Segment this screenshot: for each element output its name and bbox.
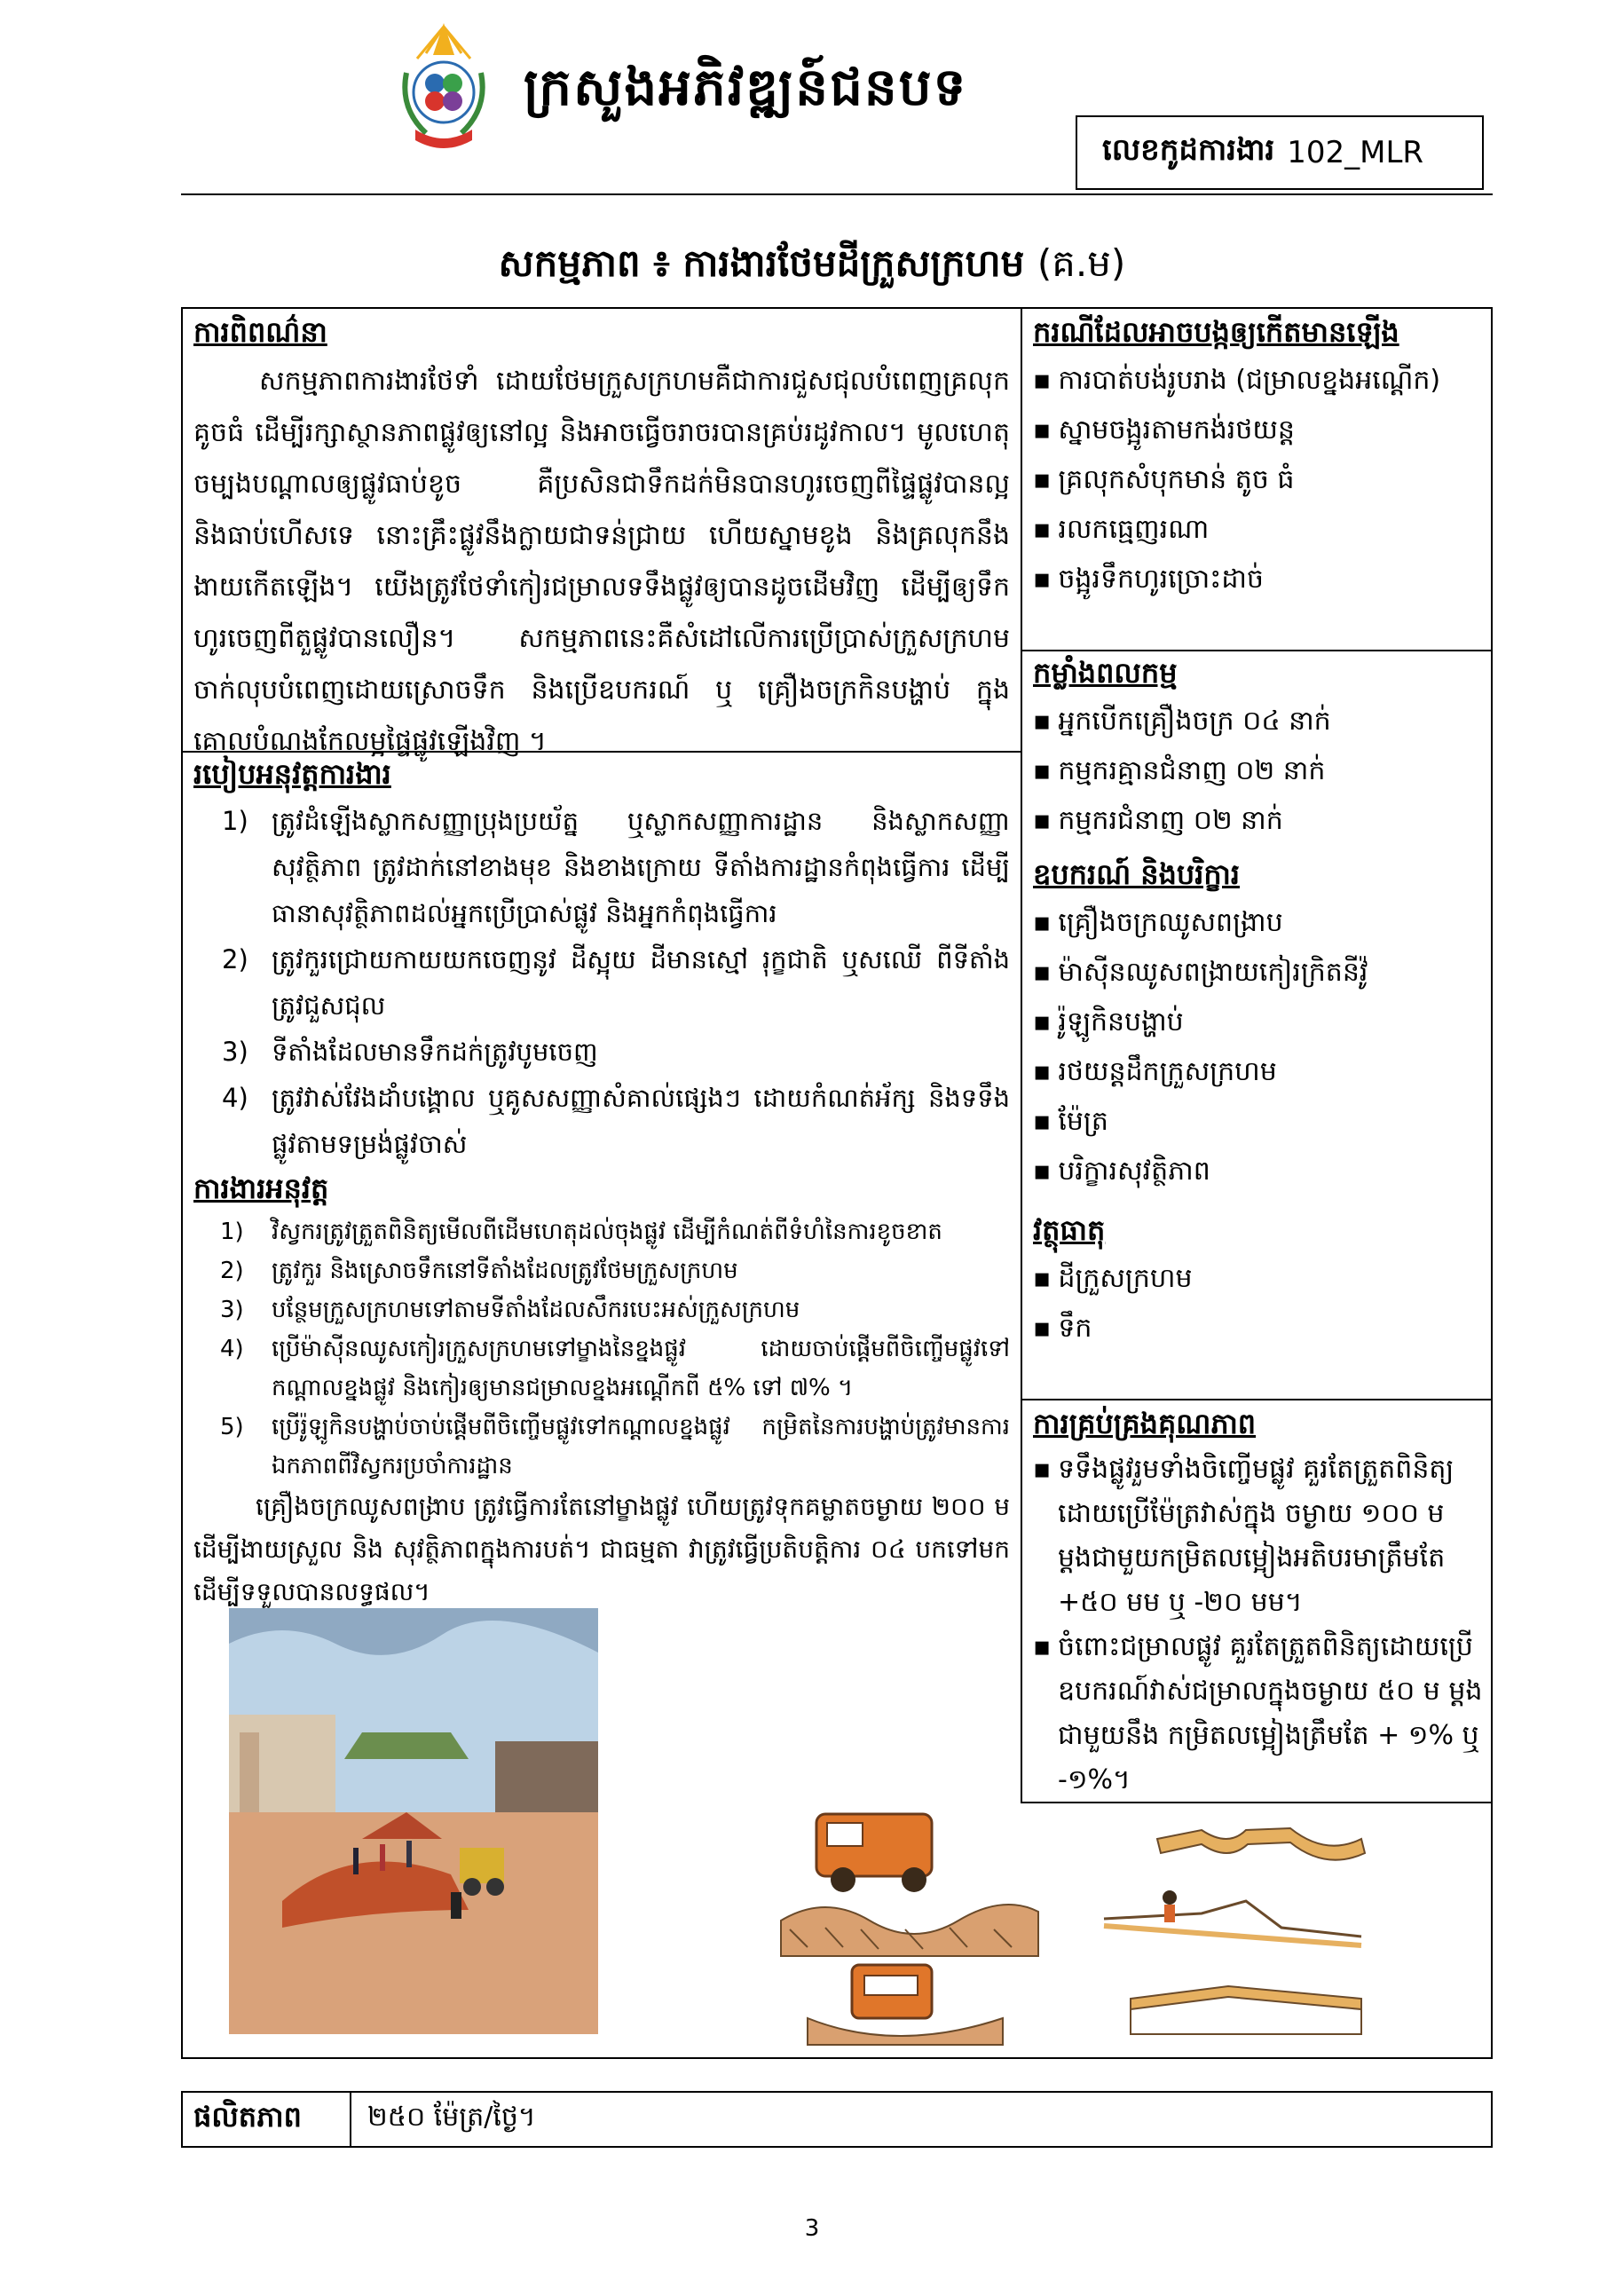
quality-heading: ការគ្រប់គ្រងគុណភាព xyxy=(1033,1407,1257,1440)
work-code-label: លេខកូដការងារ xyxy=(1102,132,1275,168)
equipment-heading: ឧបករណ៍ និងបរិក្ខារ xyxy=(1033,857,1241,891)
list-item: ▪ រ៉ូឡូកិនបង្ហាប់ xyxy=(1033,998,1486,1047)
description-text: សកម្មភាពការងារថែទាំ ដោយថែមក្រួសក្រហមគឺជាការជួសជុលបំពេញគ្រលុក គូចធំ ដើម្បីរក្សាស្ថានភាពផ្លូវឲ្យនៅល្អ និងអាចធ្វើចរាចរបានគ្រប់រដូវកាល។ មូលហេតុចម្បងបណ្តាលឲ្យផ្លូវធាប់ខូច គឺប្រសិនជាទឹកដក់មិនបានហូរចេញពីផ្ទៃផ្លូវបានល្អ និងធាប់ហើសទេ នោះគ្រឹះផ្លូវនឹងក្លាយជាទន់ជ្រាយ ហើយស្នាមខូង និងគ្រលុកនឹងងាយកើតឡើង។ យើងត្រូវថែទាំកៀរជម្រាលទទឹងផ្លូវឲ្យបានដូចដើមវិញ ដើម្បីឲ្យទឹកហូរចេញពីតួផ្លូវបានលឿន។ សកម្មភាពនេះគឺសំដៅលើការប្រើប្រាស់ក្រួសក្រហមចាក់លុបបំពេញដោយស្រោចទឹក និងប្រើឧបករណ៍ ឬ គ្រឿងចក្រកិនបង្ហាប់ ក្នុងគោលបំណងកែលម្អផ្ទៃផ្លូវឡើងវិញ ។ xyxy=(193,366,1010,757)
description-section xyxy=(193,314,1010,768)
activity-title xyxy=(0,240,1624,295)
row-divider xyxy=(1021,1399,1493,1400)
list-item: ▪ គ្រឿងចក្រឈូសពង្រាប xyxy=(1033,898,1486,948)
list-item: ▪ រថយន្តដឹកក្រួសក្រហម xyxy=(1033,1047,1486,1097)
list-item: ▪ បរិក្ខារសុវត្ថិភាព xyxy=(1033,1147,1486,1196)
list-item: ▪ រលកធ្មេញរណា xyxy=(1033,505,1486,555)
list-item: 2) ត្រូវកួរជ្រោយកាយយកចេញនូវ ដីស្អុយ ដីមានស្មៅ រុក្ខជាតិ ឬសឈើ ពីទីតាំងត្រូវជួសជុល xyxy=(222,944,1010,1021)
list-item: ▪ ទទឹងផ្លូវរួមទាំងចិញ្ចើមផ្លូវ គួរតែត្រួតពិនិត្យ ដោយប្រើម៉ែត្រវាស់ក្នុង ចម្ងាយ ១០០ ម ម្តងជាមួយកម្រិតលម្អៀងអតិបរមាត្រឹមតែ +៥០ មម ឬ -២០ មម។ xyxy=(1033,1454,1455,1618)
list-item: ▪ អ្នកបើកគ្រឿងចក្រ ០៤ នាក់ xyxy=(1033,697,1486,746)
list-item: ▪ ម៉ាស៊ីនឈូសពង្រាយកៀរក្រិតនីវ៉ូ xyxy=(1033,948,1486,998)
resources-section xyxy=(1033,655,1486,1353)
road-profile-drawing xyxy=(1095,1821,1384,2050)
list-item: ▪ ដីក្រួសក្រហម xyxy=(1033,1254,1486,1304)
list-item: ▪ ទឹក xyxy=(1033,1304,1486,1353)
execution-list xyxy=(193,1212,1010,1486)
page-number: 3 xyxy=(804,2215,820,2242)
preparation-list xyxy=(193,798,1010,1167)
production-row xyxy=(181,2091,1493,2148)
header-divider xyxy=(181,193,1493,195)
list-item: ▪ ការបាត់បង់រូបរាង (ជម្រាលខ្នងអណ្តើក) xyxy=(1033,356,1486,406)
list-item: 5) ប្រើរ៉ូឡូកិនបង្ហាប់ចាប់ផ្តើមពីចិញ្ចើមផ្លូវទៅកណ្តាលខ្នងផ្លូវ កម្រិតនៃការបង្ហាប់ត្រូវមានការឯកភាពពីវិស្វករប្រចាំការដ្ឋាន xyxy=(220,1414,1010,1479)
preparation-heading: របៀបអនុវត្តការងារ xyxy=(193,757,391,791)
list-item: ▪ កម្មករគ្មានជំនាញ ០២ នាក់ xyxy=(1033,746,1486,796)
ministry-name: ក្រសួងអភិវឌ្ឍន៍ជនបទ xyxy=(524,57,968,117)
grader-drawing xyxy=(772,1787,1042,2057)
site-photo xyxy=(229,1608,598,2034)
method-section xyxy=(193,756,1010,1613)
quality-section xyxy=(1033,1406,1486,1803)
causes-heading: ករណីដែលអាចបង្កឲ្យកើតមានឡើង xyxy=(1033,315,1399,349)
list-item: ▪ កម្មករជំនាញ ០២ នាក់ xyxy=(1033,796,1486,846)
work-code-value: 102_MLR xyxy=(1287,135,1424,170)
list-item: 3) បន្ថែមក្រួសក្រហមទៅតាមទីតាំងដែលសឹករបេះអស់ក្រួសក្រហម xyxy=(220,1297,800,1323)
ministry-logo xyxy=(390,20,497,162)
causes-section xyxy=(1033,314,1486,604)
list-item: ▪ ម៉ែត្រ xyxy=(1033,1097,1486,1147)
list-item: 4) ត្រូវវាស់វែងដាំបង្គោល ឬគូសសញ្ញាសំគាល់ផ្សេងៗ ដោយកំណត់អ័ក្ស និងទទឹងផ្លូវតាមទម្រង់ផ្លូវចាស់ xyxy=(222,1083,1010,1159)
execution-heading: ការងារអនុវត្ត xyxy=(193,1172,329,1205)
description-heading: ការពិពណ៌នា xyxy=(193,315,327,349)
list-item: 1) វិស្វករត្រូវត្រួតពិនិត្យមើលពីដើមហេតុដល់ចុងផ្លូវ ដើម្បីកំណត់ពីទំហំនៃការខូចខាត xyxy=(220,1219,942,1245)
production-label: ផលិតភាព xyxy=(183,2093,351,2146)
labor-heading: កម្លាំងពលកម្ម xyxy=(1033,656,1178,690)
materials-heading: វត្ថុធាតុ xyxy=(1033,1213,1106,1247)
list-item: ▪ ស្នាមចង្អូរតាមកង់រថយន្ត xyxy=(1033,406,1486,455)
production-value: ២៥០ ម៉ែត្រ/ថ្ងៃ។ xyxy=(367,2102,536,2133)
row-divider xyxy=(1021,650,1493,651)
list-item: ▪ ចំពោះជម្រាលផ្លូវ គួរតែត្រួតពិនិត្យដោយប្រើឧបករណ៍វាស់ជម្រាលក្នុងចម្ងាយ ៥០ ម ម្តងជាមួយនឹង កម្រិតលម្អៀងត្រឹមតែ + ១% ឬ -១%។ xyxy=(1033,1631,1483,1795)
list-item: ▪ ចង្អូរទឹកហូរច្រោះដាច់ xyxy=(1033,555,1486,604)
list-item: 4) ប្រើម៉ាស៊ីនឈូសកៀរក្រួសក្រហមទៅម្ខាងនៃខ្នងផ្លូវ ដោយចាប់ផ្តើមពីចិញ្ចើមផ្លូវទៅកណ្តាលខ្នងផ្លូវ និងកៀរឲ្យមានជម្រាលខ្នងអណ្តើកពី ៥% ទៅ ៧% ។ xyxy=(220,1336,1010,1401)
list-item: 1) ត្រូវដំឡើងស្លាកសញ្ញាប្រុងប្រយ័ត្ន ឬស្លាកសញ្ញាការដ្ឋាន និងស្លាកសញ្ញាសុវត្ថិភាព ត្រូវដាក់នៅខាងមុខ និងខាងក្រោយ ទីតាំងការដ្ឋានកំពុងធ្វើការ ដើម្បីធានាសុវត្ថិភាពដល់អ្នកប្រើប្រាស់ផ្លូវ និងអ្នកកំពុងធ្វើការ xyxy=(222,806,1010,928)
activity-title-text: សកម្មភាព ៖ ការងារថែមដីក្រួសក្រហម xyxy=(498,241,1025,285)
activity-abbr: (គ.ម) xyxy=(1037,241,1126,285)
work-code-box xyxy=(1076,115,1484,190)
list-item: 2) ត្រូវកួរ និងស្រោចទឹកនៅទីតាំងដែលត្រូវថែមក្រួសក្រហម xyxy=(220,1258,738,1284)
column-divider xyxy=(1021,307,1022,1802)
list-item: ▪ គ្រលុកសំបុកមាន់ តូច ធំ xyxy=(1033,455,1486,505)
list-item: 3) ទីតាំងដែលមានទឹកដក់ត្រូវបូមចេញ xyxy=(222,1037,598,1067)
execution-note: គ្រឿងចក្រឈូសពង្រាប ត្រូវធ្វើការតែនៅម្ខាងផ្លូវ ហើយត្រូវទុកគម្លាតចម្ងាយ ២០០ ម ដើម្បីងាយស្រួល និង សុវត្ថិភាពក្នុងការបត់។ ជាធម្មតា វាត្រូវធ្វើប្រតិបត្តិការ ០៤ បកទៅមក ដើម្បីទទួលបានលទ្ធផល។ xyxy=(193,1492,1010,1606)
